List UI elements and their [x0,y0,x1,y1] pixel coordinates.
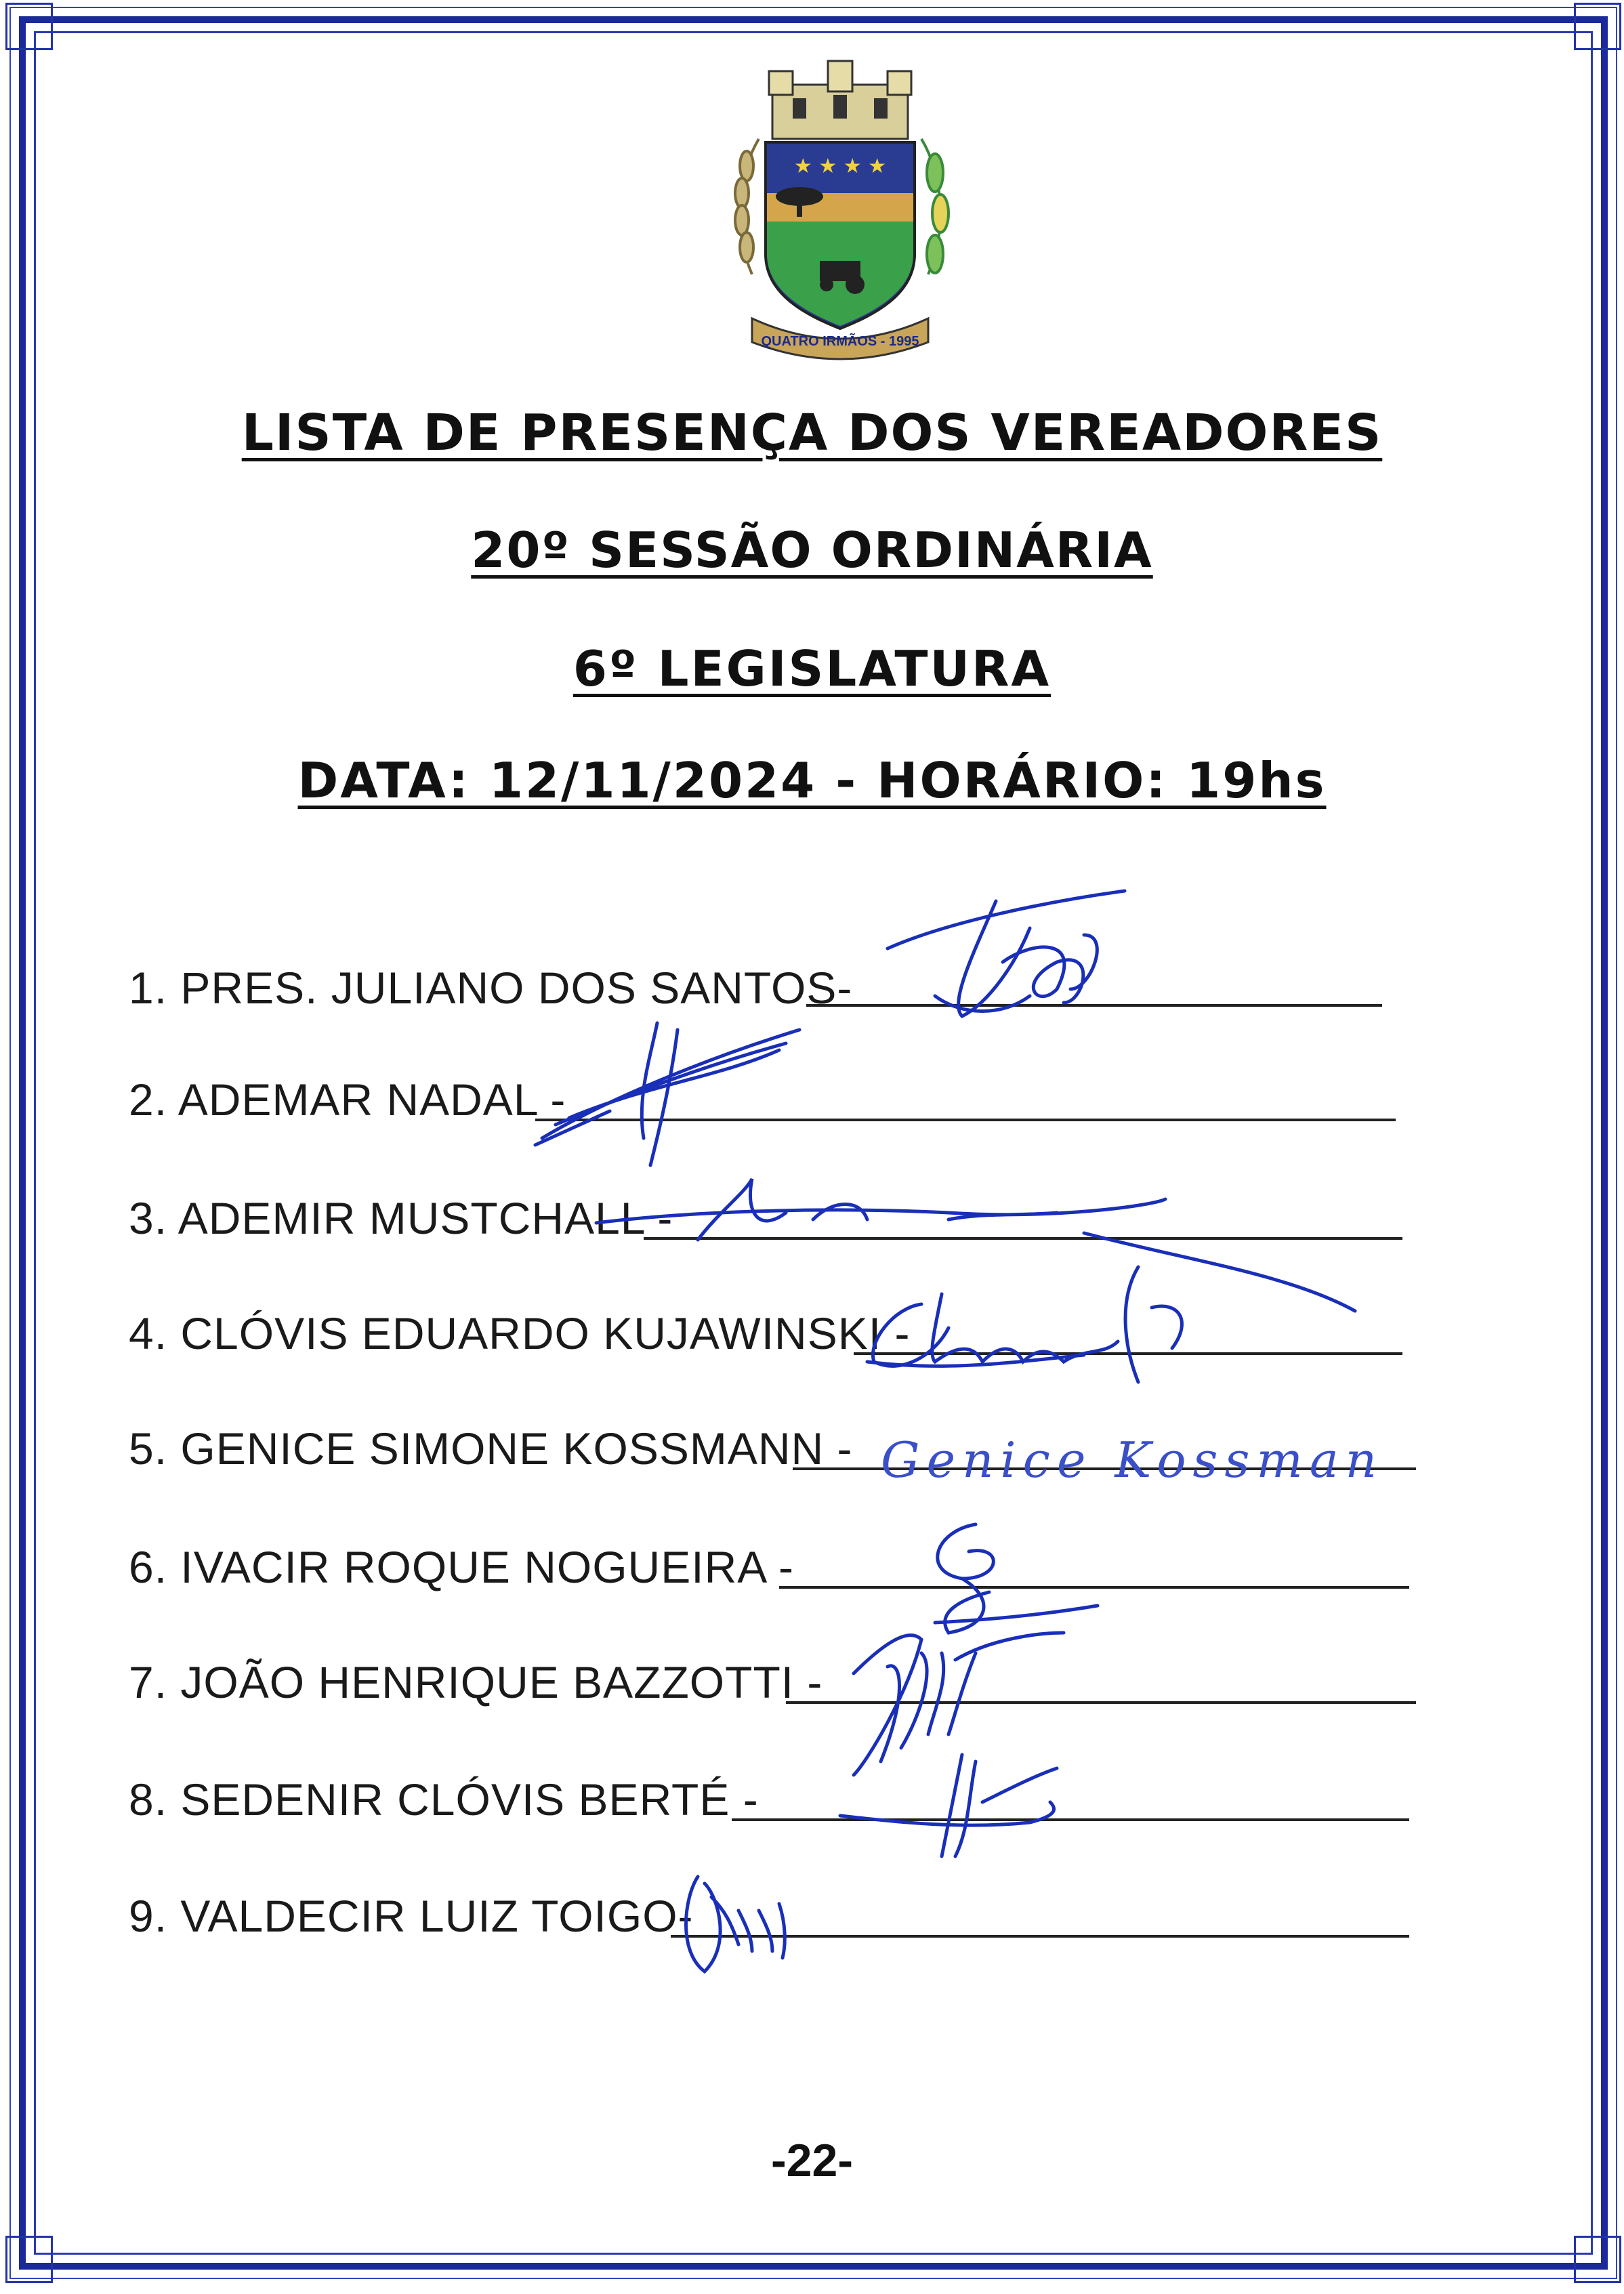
signature-line[interactable] [535,1119,1396,1121]
attendance-row [129,1541,1409,1602]
councilor-name: 4. CLÓVIS EDUARDO KUJAWINSKI - [129,1308,911,1358]
legislature-title: 6º LEGISLATURA [572,640,1052,697]
attendance-row [129,1890,1409,1951]
page-number: -22- [771,2135,853,2186]
signature-line[interactable] [806,1004,1382,1007]
councilor-name: 5. GENICE SIMONE KOSSMANN - [129,1423,853,1474]
councilor-name: 9. VALDECIR LUIZ TOIGO- [129,1891,694,1941]
councilor-name: 3. ADEMIR MUSTCHALL - [129,1193,673,1243]
signature-line[interactable] [671,1935,1409,1938]
attendance-row [129,1074,1396,1135]
attendance-row [129,1774,1409,1835]
date-time-line: DATA: 12/11/2024 - HORÁRIO: 19hs [297,752,1327,809]
border-corner-ornament [1574,3,1621,50]
councilor-name: 2. ADEMAR NADAL - [129,1075,566,1125]
signature-genice-simone-kossmann: Genice Kossman [881,1432,1384,1488]
signature-line[interactable] [793,1467,1416,1470]
councilor-name: 7. JOÃO HENRIQUE BAZZOTTI - [129,1657,823,1707]
crown-icon [769,61,911,139]
border-corner-ornament [1574,2236,1621,2283]
document-title: LISTA DE PRESENÇA DOS VEREADORES [241,404,1383,462]
border-corner-ornament [5,2236,53,2283]
councilor-name: 1. PRES. JULIANO DOS SANTOS- [129,963,853,1013]
session-title: 20º SESSÃO ORDINÁRIA [471,522,1153,579]
crest-motto: QUATRO IRMÃOS - 1995 [761,334,919,349]
signature-line[interactable] [779,1586,1409,1589]
wheat-icon [735,139,759,274]
attendance-row [129,1656,1416,1717]
attendance-row [129,962,1382,1023]
signature-line[interactable] [854,1352,1402,1355]
attendance-row [129,1423,1416,1484]
signature-line[interactable] [644,1237,1402,1240]
signature-line[interactable] [732,1818,1409,1821]
border-corner-ornament [5,3,53,50]
councilor-name: 8. SEDENIR CLÓVIS BERTÉ - [129,1774,759,1824]
shield-icon [766,142,915,329]
signature-line[interactable] [786,1701,1416,1704]
municipal-crest-logo [705,58,976,362]
corn-icon [921,139,949,274]
svg-text:★ ★ ★ ★: ★ ★ ★ ★ [793,154,887,178]
attendance-row [129,1308,1402,1369]
councilor-name: 6. IVACIR ROQUE NOGUEIRA - [129,1542,794,1592]
attendance-row [129,1192,1402,1253]
